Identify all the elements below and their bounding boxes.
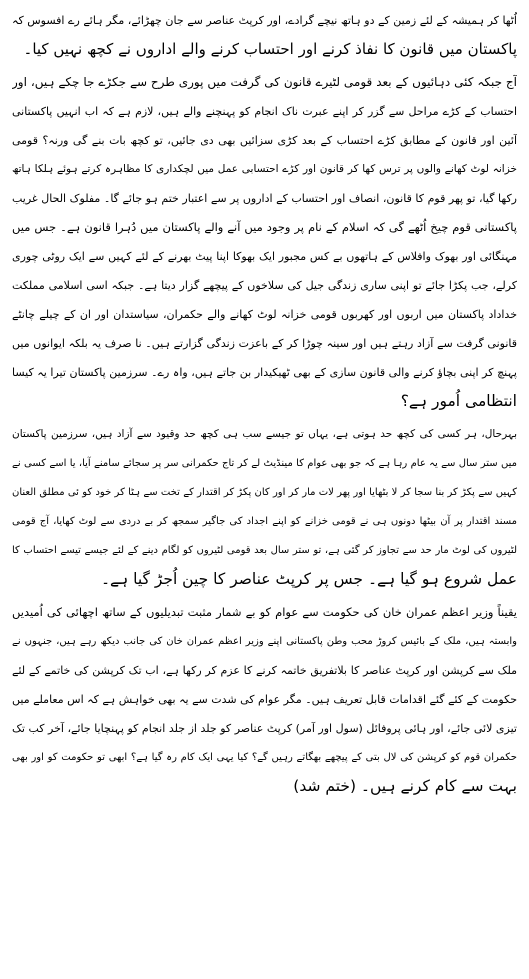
text-line: تیزی لائی جائے، اور ہائی پروفائل (سول اور آمر) کرپٹ عناصر کو جلد از جلد انجام کو پہنچایا جائے، آخر کب تک <box>12 722 517 735</box>
text-line: مسند اقتدار پر آن بیٹھا دونوں ہی نے قومی خزانے کو اپنے اجداد کی جاگیر سمجھ کر بے دردی سے لوٹ کھایا، آج قومی <box>12 516 517 527</box>
text-line: پاکستان میں قانون کا نفاذ کرنے اور احتساب کرنے والے اداروں نے کچھ نہیں کیا۔ <box>23 40 517 58</box>
text-line: قانونی گرفت سے آزاد رہتے ہیں اور سینہ چوڑا کر کے باعزت زندگی گزارتے ہیں۔ نا صرف یہ بلکہ ایوانوں میں <box>12 337 517 350</box>
paragraph <box>12 6 517 64</box>
text-line: احتساب کے کڑے مراحل سے گزر کر اپنے عبرت ناک انجام کو پہنچنے والے ہیں، لازم ہے کہ اب انہیں پاکستانی <box>12 105 517 118</box>
text-line: یقیناً وزیر اعظم عمران خان کی حکومت سے عوام کو بے شمار مثبت تبدیلیوں کے ساتھ اچھائی کی اُمیدیں <box>12 605 517 619</box>
text-line: کرلے، جب پکڑا جائے تو اپنی ساری زندگی جیل کی سلاخوں کے پیچھے گزار دیتا ہے۔ جبکہ اسی اسلامی مملکت <box>12 279 517 292</box>
text-line: پہنچ کر اپنی بچاؤ کرنے والی قانون سازی کے بھی ٹھیکیدار بن جاتے ہیں، واہ رے۔ سرزمین پاکستان تیرا یہ کیسا <box>12 366 517 379</box>
text-line: بہرحال، ہر کسی کی کچھ حد ہوتی ہے، یہاں تو جیسے سب ہی کچھ حد وقیود سے آزاد ہیں، سرزمین پاکستان <box>12 428 517 440</box>
text-line: میں ستر سال سے یہ عام رہا ہے کہ جو بھی عوام کا مینڈیٹ لے کر تاج حکمرانی سر پر سجائے سامنے آیا، یا اسے کسی نے <box>12 458 517 469</box>
text-line: حکومت کے کئے گئے اقدامات قابل تعریف ہیں۔ مگر عوام کی شدت سے یہ بھی خواہش ہے کہ اس معاملے میں <box>12 693 517 706</box>
text-line: وابستہ ہیں، ملک کے بائیس کروڑ محب وطن پاکستانی اپنے وزیر اعظم عمران خان کی جانب دیکھ رہے ہیں، جنہوں نے <box>12 636 517 647</box>
text-line: ملک سے کرپشن اور کرپٹ عناصر کا بلاتفریق خاتمہ کرنے کا عزم کر رکھا ہے، اب تک کرپشن کی خاتمے کے لئے <box>12 664 517 677</box>
text-line: آئین اور قانون کے مطابق کڑے احتساب کے بعد کڑی سزائیں بھی دی جائیں، تو کچھ بات بنے گی ورنہ؟ قومی <box>12 134 517 147</box>
paragraph <box>12 420 517 594</box>
text-line: رکھا گیا، تو پھر قوم کا قانون، انصاف اور احتساب کے اداروں پر سے اعتبار ختم ہو جائے گا۔ مفلوک الحال غریب <box>12 192 517 205</box>
text-line: کہیں سے پکڑ کر بنا سجا کر لا بٹھایا اور پھر لات مار کر اور کان پکڑ کر اقتدار کے تخت سے ہٹا کر خود کو ئی مطلق العنان <box>12 487 517 498</box>
paragraph <box>12 68 517 416</box>
text-line: پاکستانی قوم چیخ اُٹھے گی کہ اسلام کے نام پر وجود میں آنے والے پاکستان میں دُہرا قانون ہے۔ جس میں <box>12 220 517 234</box>
paragraph <box>12 598 517 801</box>
text-line: خزانہ لوٹ کھانے والوں پر ترس کھا کر قانون اور کڑے احتسابی عمل میں لچکداری کا مظاہرہ کرتے ہوئے ہلکا ہاتھ <box>12 163 517 175</box>
text-line: خداداد پاکستان میں اربوں اور کھربوں قومی خزانہ لوٹ کھانے والے حکمران، سیاستدان اور ان کے چیلے چانٹے <box>12 308 517 321</box>
text-line: آج جبکہ کئی دہائیوں کے بعد قومی لٹیرے قانون کی گرفت میں پوری طرح سے جکڑے جا چکے ہیں، اور <box>12 75 517 89</box>
text-line: انتظامی اُمور ہے؟ <box>400 392 517 410</box>
text-line: مہنگائی اور بھوک وافلاس کے ہاتھوں بے کس مجبور ایک بھوکا اپنا پیٹ بھرنے کے لئے کہیں سے ایک روٹی چوری <box>12 250 517 263</box>
text-line: لٹیروں کی لوٹ مار حد سے تجاوز کر گئی ہے، تو ستر سال بعد قومی لٹیروں کو لگام دینے کے لئے جیسے تیسے احتساب کا <box>12 545 517 556</box>
text-line: حکمران قوم کو کرپشن کی لال بتی کے پیچھے بھگاتے رہیں گے؟ کیا یہی ایک کام رہ گیا ہے؟ ابھی تو حکومت کو اور بھی <box>12 752 517 763</box>
text-line: اُٹھا کر ہمیشہ کے لئے زمین کے دو ہاتھ نیچے گرادے، اور کرپٹ عناصر سے جان چھڑائے، مگر ہائے رے افسوس کہ <box>12 14 517 27</box>
text-line: بہت سے کام کرنے ہیں۔ (ختم شد) <box>293 777 517 795</box>
text-line: عمل شروع ہو گیا ہے۔ جس پر کرپٹ عناصر کا چین اُجڑ گیا ہے۔ <box>100 570 517 588</box>
